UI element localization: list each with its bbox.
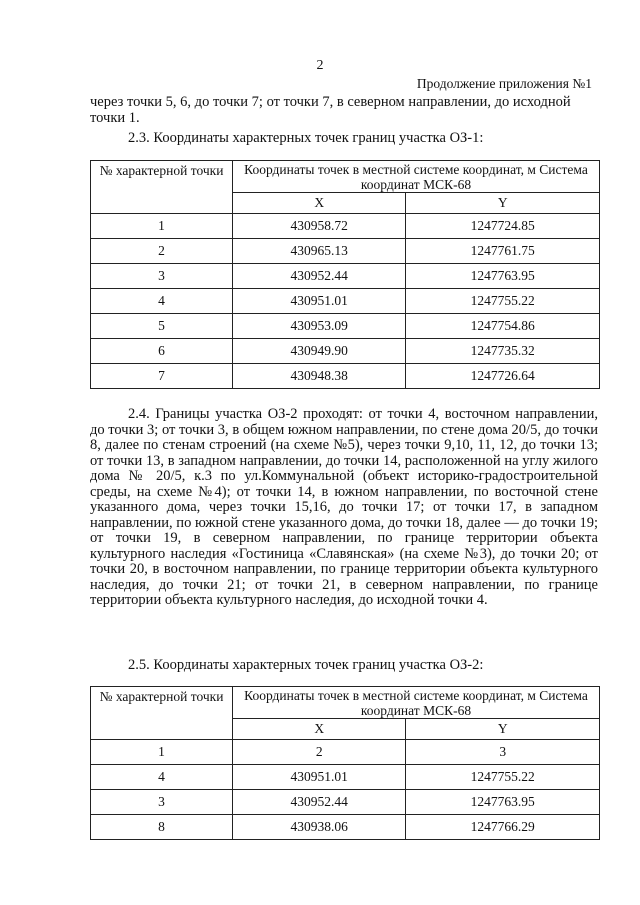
intro-paragraph (90, 95, 598, 126)
cell-point: 4 (91, 765, 233, 790)
cell-point: 5 (91, 314, 233, 339)
section-2-3-heading: 2.3. Координаты характерных точек границ участка ОЗ-1: (128, 130, 484, 146)
coordinates-table-oz2 (90, 686, 600, 840)
cell-x: 430965.13 (233, 239, 406, 264)
cell-y: 1247755.22 (406, 289, 600, 314)
continuation-label: Продолжение приложения №1 (416, 76, 592, 91)
cell-y: 1247761.75 (406, 239, 600, 264)
table-row (91, 314, 600, 339)
cell-x: 2 (233, 740, 406, 765)
cell-x: 430951.01 (233, 765, 406, 790)
cell-point: 1 (91, 214, 233, 239)
table-row (91, 214, 600, 239)
cell-point: 8 (91, 815, 233, 840)
table-row (91, 815, 600, 840)
header-y: Y (406, 719, 600, 740)
intro-line-2: точки 1. (90, 109, 140, 126)
cell-y: 1247763.95 (406, 790, 600, 815)
cell-y: 1247763.95 (406, 264, 600, 289)
table-row (91, 740, 600, 765)
section-2-4-paragraph: 2.4. Границы участка ОЗ-2 проходят: от точки 4, восточном направлении, до точки 3; от точки 3, в общем южном направлении, по стене дома 20/5, до точки 8, далее по стенам строений (на схеме №5), через точки 9,10, 11, 12, до точки 13; от точки 13, в западном направлении, до точки 14, расположенной на углу жилого дома № 20/5, к.3 по ул.Коммунальной (объект историко-градостроительной среды, на схеме №4); от точки 14, в южном направлении, по восточной стене указанного дома, через точки 15,16, до точки 17; от точки 17, в западном направлении, по южной стене указанного дома, до точки 18, далее — до точки 19; от точки 19, в северном направлении, по границе территории объекта культурного наследия «Гостиница «Славянская» (на схеме №3), до точки 20; от точки 20, в восточном направлении, по границе территории объекта культурного наследия, до точки 21; от точки 21, в северном направлении, по границе территории объекта культурного наследия, до исходной точки 4. (90, 406, 598, 608)
cell-y: 1247766.29 (406, 815, 600, 840)
table-row (91, 790, 600, 815)
cell-point: 7 (91, 364, 233, 389)
cell-x: 430951.01 (233, 289, 406, 314)
header-y: Y (406, 193, 600, 214)
table-row (91, 239, 600, 264)
cell-y: 3 (406, 740, 600, 765)
cell-x: 430948.38 (233, 364, 406, 389)
section-2-5-heading: 2.5. Координаты характерных точек границ участка ОЗ-2: (128, 657, 484, 673)
cell-y: 1247735.32 (406, 339, 600, 364)
page-number: 2 (316, 58, 324, 73)
header-x: X (233, 193, 406, 214)
header-point-number: № характерной точки (91, 687, 233, 740)
cell-point: 3 (91, 790, 233, 815)
table-row (91, 264, 600, 289)
cell-point: 2 (91, 239, 233, 264)
cell-y: 1247754.86 (406, 314, 600, 339)
cell-point: 4 (91, 289, 233, 314)
table-row (91, 289, 600, 314)
header-coordinates: Координаты точек в местной системе координат, м Система координат МСК-68 (233, 687, 600, 719)
header-coordinates: Координаты точек в местной системе координат, м Система координат МСК-68 (233, 161, 600, 193)
cell-point: 6 (91, 339, 233, 364)
table-row (91, 364, 600, 389)
cell-point: 3 (91, 264, 233, 289)
cell-x: 430958.72 (233, 214, 406, 239)
cell-x: 430952.44 (233, 264, 406, 289)
header-x: X (233, 719, 406, 740)
cell-x: 430938.06 (233, 815, 406, 840)
coordinates-table-oz1 (90, 160, 600, 389)
header-point-number: № характерной точки (91, 161, 233, 214)
cell-y: 1247726.64 (406, 364, 600, 389)
table-row (91, 339, 600, 364)
intro-line-1: через точки 5, 6, до точки 7; от точки 7, в северном направлении, до исходной (90, 94, 571, 110)
cell-point: 1 (91, 740, 233, 765)
table-row (91, 765, 600, 790)
cell-x: 430953.09 (233, 314, 406, 339)
cell-y: 1247755.22 (406, 765, 600, 790)
cell-x: 430952.44 (233, 790, 406, 815)
cell-x: 430949.90 (233, 339, 406, 364)
cell-y: 1247724.85 (406, 214, 600, 239)
